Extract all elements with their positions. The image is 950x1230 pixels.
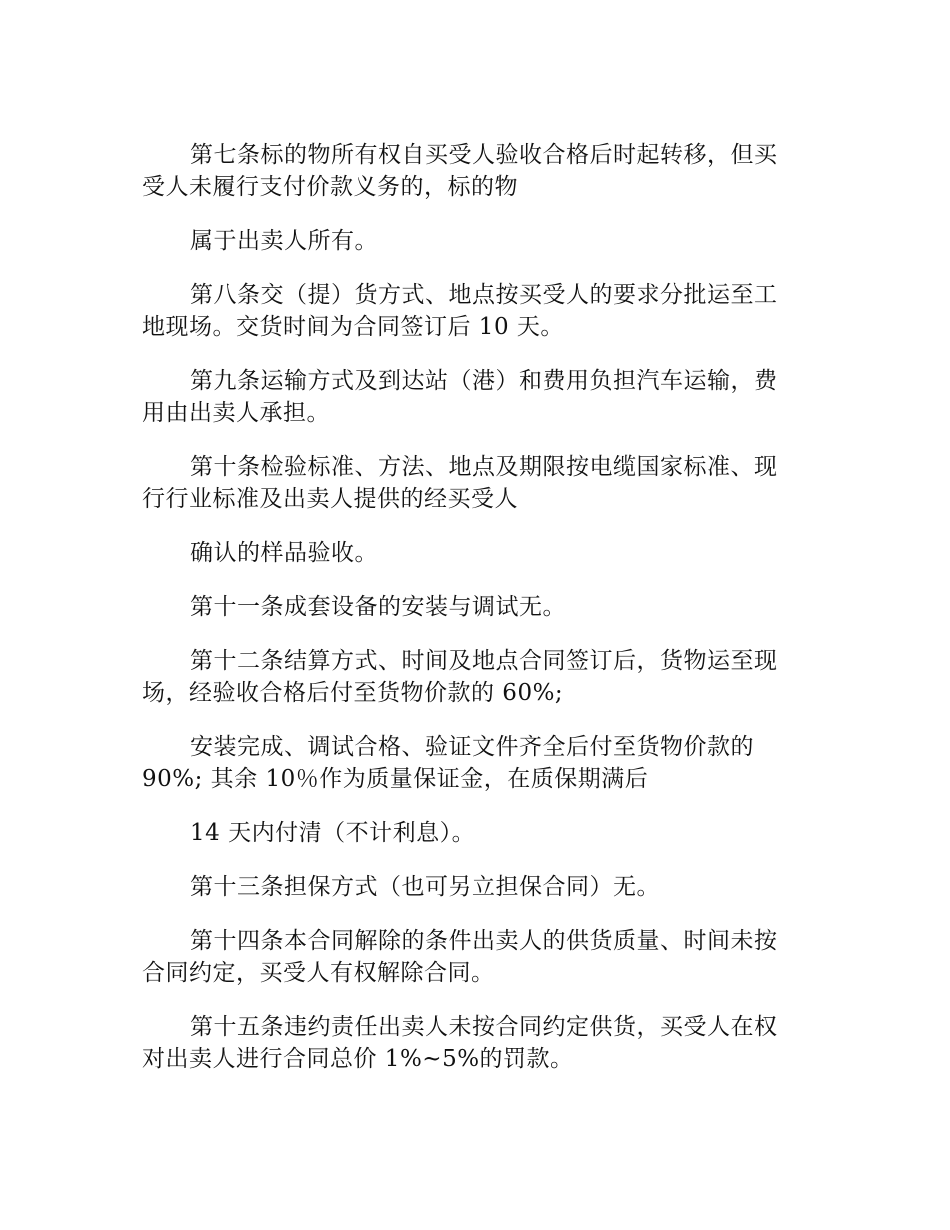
paragraph-line: 第八条交（提）货方式、地点按买受人的要求分批运至工 xyxy=(190,282,778,308)
paragraph-article-12-installation xyxy=(142,731,812,795)
paragraph-line: 第十三条担保方式（也可另立担保合同）无。 xyxy=(190,874,660,900)
paragraph-article-10 xyxy=(142,451,812,515)
paragraph-line: 90%; 其余 10％作为质量保证金，在质保期满后 xyxy=(142,766,649,792)
paragraph-line: 受人未履行支付价款义务的，标的物 xyxy=(142,174,518,200)
paragraph-line: 属于出卖人所有。 xyxy=(190,228,378,254)
paragraph-line: 用由出卖人承担。 xyxy=(142,400,330,426)
paragraph-article-8 xyxy=(142,279,812,343)
paragraph-line: 第十四条本合同解除的条件出卖人的供货质量、时间未按 xyxy=(190,928,778,954)
paragraph-article-14 xyxy=(142,925,812,989)
paragraph-line: 确认的样品验收。 xyxy=(190,540,378,566)
paragraph-line: 14 天内付清（不计利息）。 xyxy=(190,820,476,846)
paragraph-article-7-continued xyxy=(142,225,812,257)
paragraph-line: 第九条运输方式及到达站（港）和费用负担汽车运输，费 xyxy=(190,368,778,394)
paragraph-line: 场，经验收合格后付至货物价款的 60%; xyxy=(142,680,564,706)
paragraph-line: 对出卖人进行合同总价 1%~5%的罚款。 xyxy=(142,1046,574,1072)
paragraph-article-12-payment-term xyxy=(142,817,812,849)
paragraph-line: 第十五条违约责任出卖人未按合同约定供货，买受人在权 xyxy=(190,1014,778,1040)
paragraph-line: 安装完成、调试合格、验证文件齐全后付至货物价款的 xyxy=(190,734,754,760)
paragraph-line: 第七条标的物所有权自买受人验收合格后时起转移，但买 xyxy=(190,142,778,168)
paragraph-line: 地现场。交货时间为合同签订后 10 天。 xyxy=(142,314,564,340)
paragraph-article-7 xyxy=(142,139,812,203)
paragraph-line: 合同约定，买受人有权解除合同。 xyxy=(142,960,495,986)
paragraph-line: 第十一条成套设备的安装与调试无。 xyxy=(190,594,566,620)
paragraph-article-12 xyxy=(142,645,812,709)
paragraph-line: 第十二条结算方式、时间及地点合同签订后，货物运至现 xyxy=(190,648,778,674)
paragraph-article-10-continued xyxy=(142,537,812,569)
paragraph-line: 第十条检验标准、方法、地点及期限按电缆国家标准、现 xyxy=(190,454,778,480)
paragraph-article-15 xyxy=(142,1011,812,1075)
paragraph-article-13 xyxy=(142,871,812,903)
paragraph-line: 行行业标准及出卖人提供的经买受人 xyxy=(142,486,518,512)
document-body xyxy=(142,139,812,1097)
paragraph-article-11 xyxy=(142,591,812,623)
paragraph-article-9 xyxy=(142,365,812,429)
